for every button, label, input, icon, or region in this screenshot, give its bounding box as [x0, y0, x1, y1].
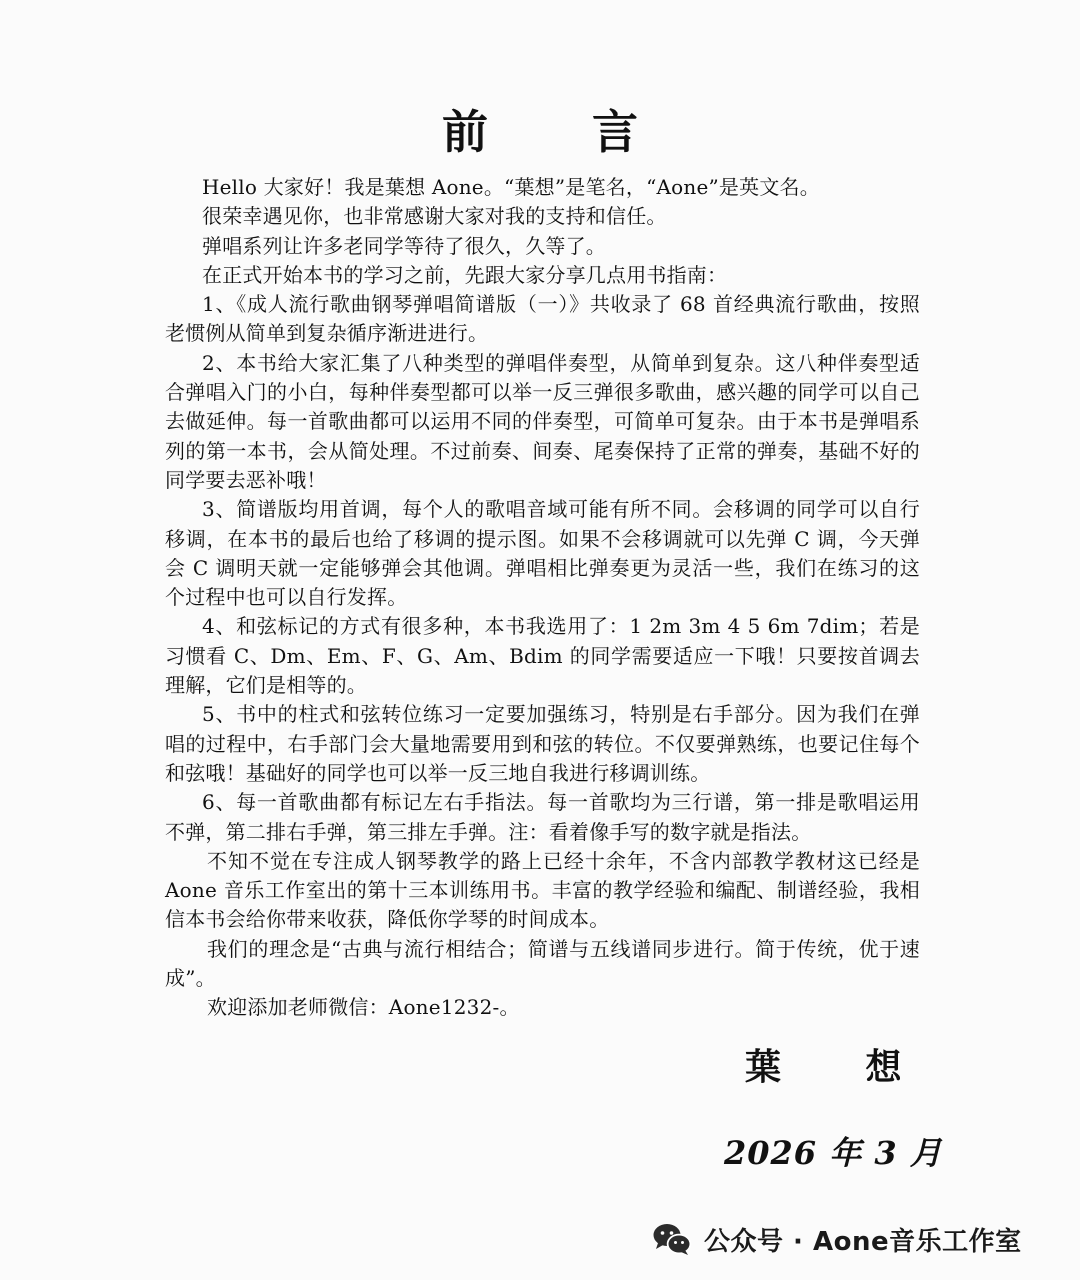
paragraph-waiting: 弹唱系列让许多老同学等待了很久，久等了。 [202, 233, 606, 258]
paragraph-point-1: 1、《成人流行歌曲钢琴弹唱简谱版（一）》共收录了 68 首经典流行歌曲，按照老惯例从简单到复杂循序渐进进行。 [165, 292, 920, 346]
footer-account-name: 公众号 · Aone音乐工作室 [704, 1226, 1022, 1257]
paragraph-guide-intro: 在正式开始本书的学习之前，先跟大家分享几点用书指南： [202, 262, 728, 287]
wechat-icon [652, 1222, 692, 1256]
signature-name: 葉 想 [745, 1046, 938, 1088]
paragraph-point-2: 2、本书给大家汇集了八种类型的弹唱伴奏型，从简单到复杂。这八种伴奏型适合弹唱入门的小白，每种伴奏型都可以举一反三弹很多歌曲，感兴趣的同学可以自己去做延伸。每一首歌曲都可以运用不同的伴奏型，可简单可复杂。由于本书是弹唱系列的第一本书，会从简处理。不过前奏、间奏、尾奏保持了正常的弹奏，基础不好的同学要去恶补哦！ [165, 350, 920, 492]
paragraph-philosophy: 我们的理念是“古典与流行相结合；简谱与五线谱同步进行。简于传统，优于速成”。 [165, 936, 920, 991]
page-title: 前 言 [441, 105, 682, 159]
paragraph-greeting: Hello 大家好！我是葉想 Aone。“葉想”是笔名，“Aone”是英文名。 [202, 175, 820, 199]
paragraph-point-3: 3、简谱版均用首调，每个人的歌唱音域可能有所不同。会移调的同学可以自行移调，在本书的最后也给了移调的提示图。如果不会移调就可以先弹 C 调，今天弹会 C 调明天就一定能够弹会其他调。弹唱相比弹奏更为灵活一些，我们在练习的这个过程中也可以自行发挥。 [165, 497, 920, 610]
paragraph-thanks: 很荣幸遇见你，也非常感谢大家对我的支持和信任。 [202, 204, 667, 229]
footer-watermark [652, 1214, 1022, 1264]
preface-body [165, 173, 920, 1023]
signature-date: 2026 年 3 月 [724, 1134, 943, 1172]
paragraph-point-4: 4、和弦标记的方式有很多种，本书我选用了：1 2m 3m 4 5 6m 7dim；若是习惯看 C、Dm、Em、F、G、Am、Bdim 的同学需要适应一下哦！只要按首调去理解，它们是相等的。 [165, 614, 920, 698]
paragraph-point-5: 5、书中的柱式和弦转位练习一定要加强练习，特别是右手部分。因为我们在弹唱的过程中，右手部门会大量地需要用到和弦的转位。不仅要弹熟练，也要记住每个和弦哦！基础好的同学也可以举一反三地自我进行移调训练。 [165, 702, 920, 785]
paragraph-point-6: 6、每一首歌曲都有标记左右手指法。每一首歌均为三行谱，第一排是歌唱运用不弹，第二排右手弹，第三排左手弹。注：看着像手写的数字就是指法。 [165, 790, 920, 844]
paragraph-experience: 不知不觉在专注成人钢琴教学的路上已经十余年，不含内部教学教材这已经是 Aone 音乐工作室出的第十三本训练用书。丰富的教学经验和编配、制谱经验，我相信本书会给你带来收获，降低你学琴的时间成本。 [165, 848, 920, 932]
paragraph-wechat: 欢迎添加老师微信：Aone1232-。 [207, 995, 520, 1020]
